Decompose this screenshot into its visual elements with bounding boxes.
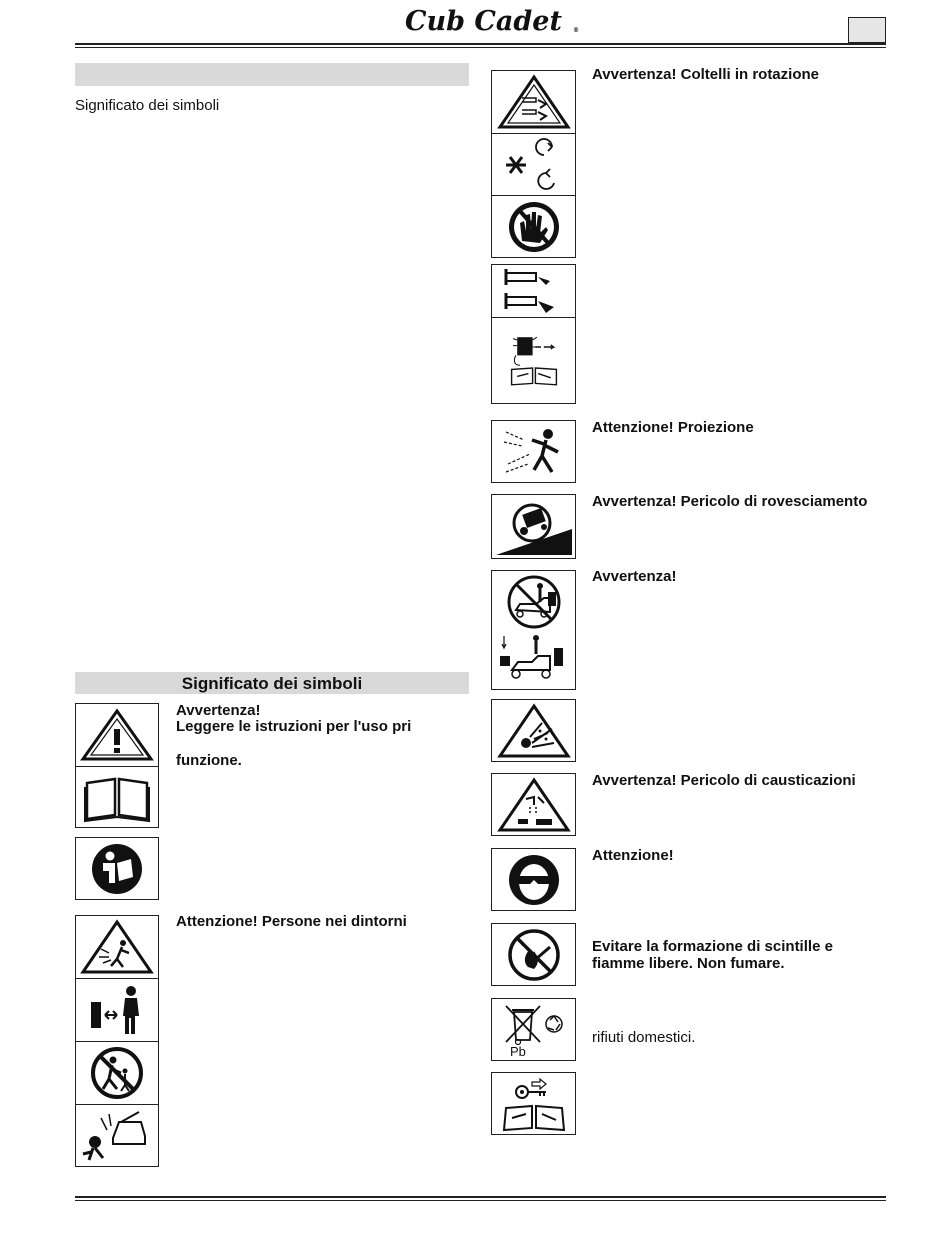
footer-rule-thin xyxy=(75,1200,886,1201)
max-load-icon xyxy=(492,631,575,689)
symbol-box-maintenance xyxy=(491,264,576,404)
symbol-box-bystanders xyxy=(75,915,159,1167)
disconnect-plug-icon xyxy=(492,317,575,403)
read-manual-icon xyxy=(76,838,158,899)
item-title: Attenzione! Persone nei dintorni xyxy=(176,913,407,930)
projection-hazard-icon xyxy=(492,421,575,482)
explosion-hazard-icon xyxy=(492,700,575,761)
item-title: Avvertenza! Pericolo di rovesciamento xyxy=(592,493,868,510)
item-text-line: funzione. xyxy=(176,752,242,769)
symbol-box-rotating-blades xyxy=(491,70,576,258)
symbol-box-rollover xyxy=(491,494,576,559)
remove-key-icon xyxy=(492,265,575,317)
svg-text:Pb: Pb xyxy=(509,1043,526,1058)
no-hands-rotating-icon xyxy=(492,133,575,195)
svg-text:Cub Cadet: Cub Cadet xyxy=(405,6,562,37)
bystander-hazard-icon xyxy=(76,1104,158,1166)
header-rule-thin xyxy=(75,47,886,48)
intro-text: Significato dei simboli xyxy=(75,97,220,114)
symbol-box-disposal xyxy=(491,998,576,1061)
item-title: Avvertenza! xyxy=(592,568,677,585)
section-header-bar xyxy=(75,63,469,86)
svg-text:®: ® xyxy=(573,27,579,34)
header-rule xyxy=(75,43,886,45)
rollover-hazard-icon xyxy=(492,495,575,558)
keep-distance-icon xyxy=(76,978,158,1041)
symbol-box-read-manual xyxy=(75,837,159,900)
item-title: Evitare la formazione di scintille e xyxy=(592,938,833,955)
thrown-object-warning-icon xyxy=(76,916,158,978)
no-people-icon xyxy=(76,1041,158,1104)
item-text-line: rifiuti domestici. xyxy=(592,1029,696,1046)
symbol-box-no-flame xyxy=(491,923,576,986)
item-title: Avvertenza! Pericolo di causticazioni xyxy=(592,772,856,789)
symbol-box-corrosive xyxy=(491,773,576,836)
page-number-box xyxy=(848,17,886,43)
footer-rule xyxy=(75,1196,886,1198)
item-text-line: Leggere le istruzioni per l'uso pri xyxy=(176,718,412,735)
item-title: Avvertenza! Coltelli in rotazione xyxy=(592,66,819,83)
battery-disposal-icon xyxy=(492,999,575,1060)
symbol-box-explosion xyxy=(491,699,576,762)
no-passengers-icon xyxy=(492,571,575,633)
symbol-box-projection xyxy=(491,420,576,483)
open-manual-icon xyxy=(76,766,158,827)
corrosive-hazard-icon xyxy=(492,774,575,835)
symbol-box-read-instructions xyxy=(75,703,159,828)
cub-cadet-logo xyxy=(403,2,583,38)
symbol-box-eye-protection xyxy=(491,848,576,911)
item-title: Attenzione! Proiezione xyxy=(592,419,754,436)
warning-triangle-icon xyxy=(76,704,158,766)
item-title: Avvertenza! xyxy=(176,702,261,719)
symbol-box-passengers xyxy=(491,570,576,690)
item-title: Attenzione! xyxy=(592,847,674,864)
rotating-blades-warning-icon xyxy=(492,71,575,133)
symbol-box-key-manual xyxy=(491,1072,576,1135)
hand-prohibited-icon xyxy=(492,195,575,257)
item-text-line: fiamme libere. Non fumare. xyxy=(592,955,785,972)
eye-protection-icon xyxy=(492,849,575,910)
key-manual-icon xyxy=(492,1073,575,1134)
no-open-flame-icon xyxy=(492,924,575,985)
symbols-section-title: Significato dei simboli xyxy=(181,674,363,693)
